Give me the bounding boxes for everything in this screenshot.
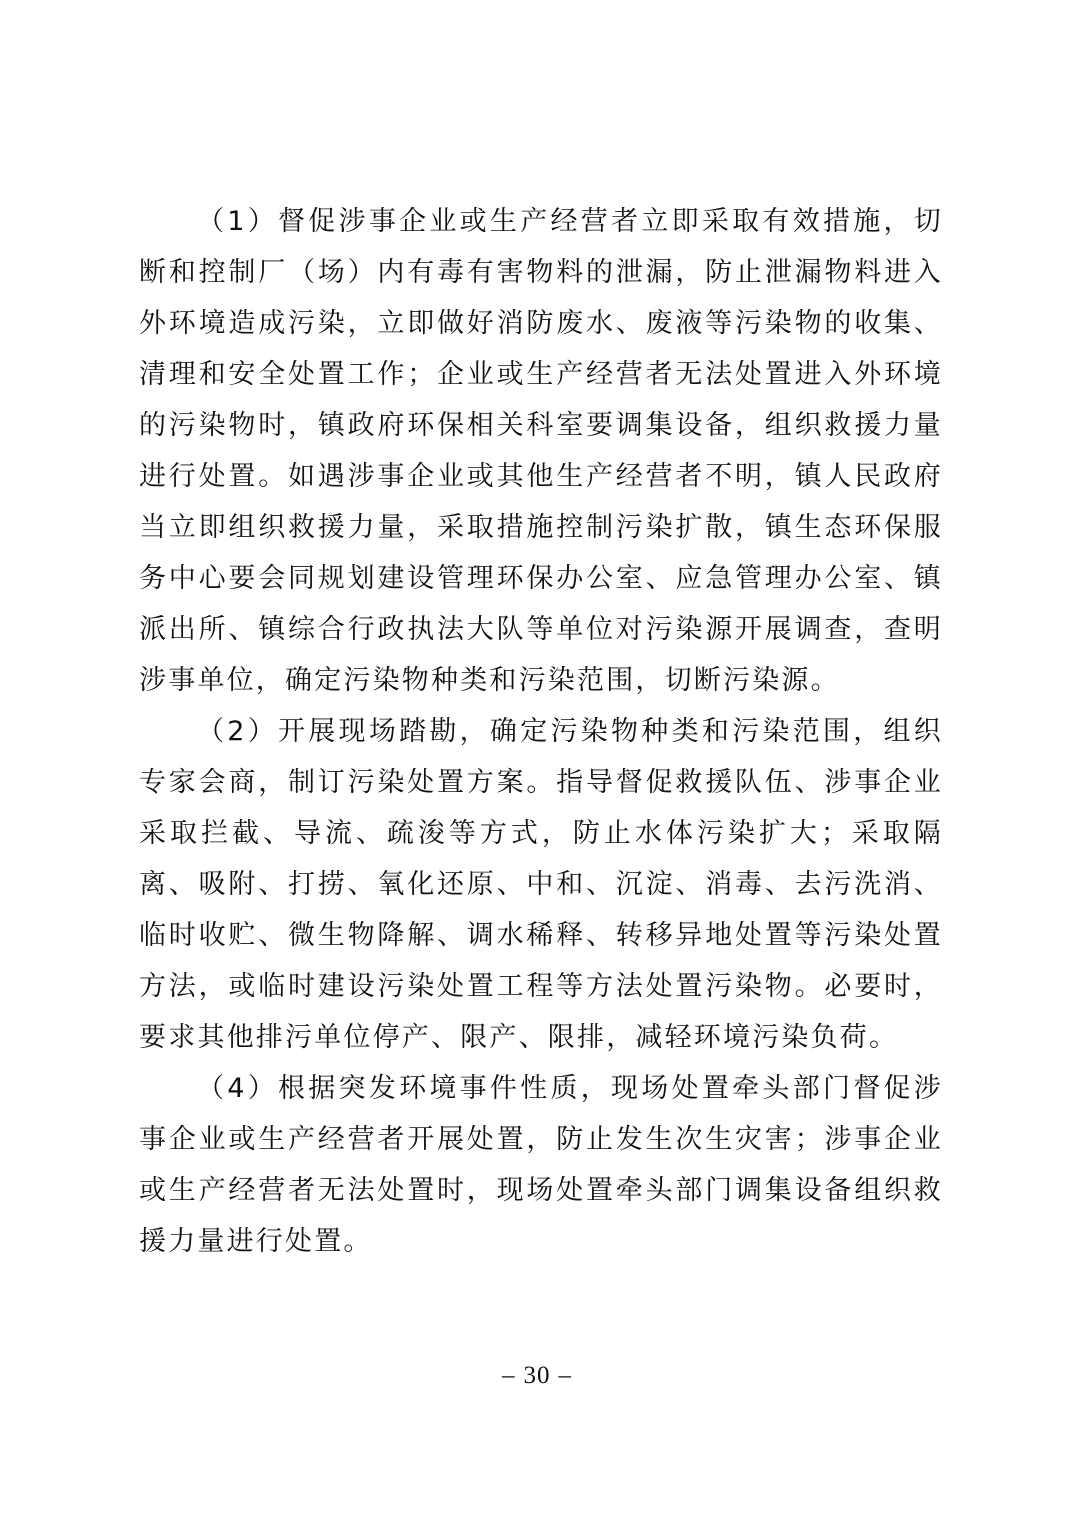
- page-number: [0, 1362, 1074, 1390]
- body-text: [139, 196, 943, 1267]
- page-number-value: 30: [523, 1362, 551, 1389]
- page-number-dash-right: –: [558, 1362, 572, 1389]
- paragraph-2: （2）开展现场踏勘，确定污染物种类和污染范围，组织专家会商，制订污染处置方案。指导督促救援队伍、涉事企业采取拦截、导流、疏浚等方式，防止水体污染扩大；采取隔离、吸附、打捞、氧化还原、中和、沉淀、消毒、去污洗消、临时收贮、微生物降解、调水稀释、转移异地处置等污染处置方法，或临时建设污染处置工程等方法处置污染物。必要时，要求其他排污单位停产、限产、限排，减轻环境污染负荷。: [139, 716, 943, 1053]
- page-number-dash-left: –: [502, 1362, 516, 1389]
- paragraph-1: （1）督促涉事企业或生产经营者立即采取有效措施，切断和控制厂（场）内有毒有害物料的泄漏，防止泄漏物料进入外环境造成污染，立即做好消防废水、废液等污染物的收集、清理和安全处置工作；企业或生产经营者无法处置进入外环境的污染物时，镇政府环保相关科室要调集设备，组织救援力量进行处置。如遇涉事企业或其他生产经营者不明，镇人民政府当立即组织救援力量，采取措施控制污染扩散，镇生态环保服务中心要会同规划建设管理环保办公室、应急管理办公室、镇派出所、镇综合行政执法大队等单位对污染源开展调查，查明涉事单位，确定污染物种类和污染范围，切断污染源。: [139, 206, 943, 696]
- paragraph-3: （4）根据突发环境事件性质，现场处置牵头部门督促涉事企业或生产经营者开展处置，防止发生次生灾害；涉事企业或生产经营者无法处置时，现场处置牵头部门调集设备组织救援力量进行处置。: [139, 1073, 943, 1257]
